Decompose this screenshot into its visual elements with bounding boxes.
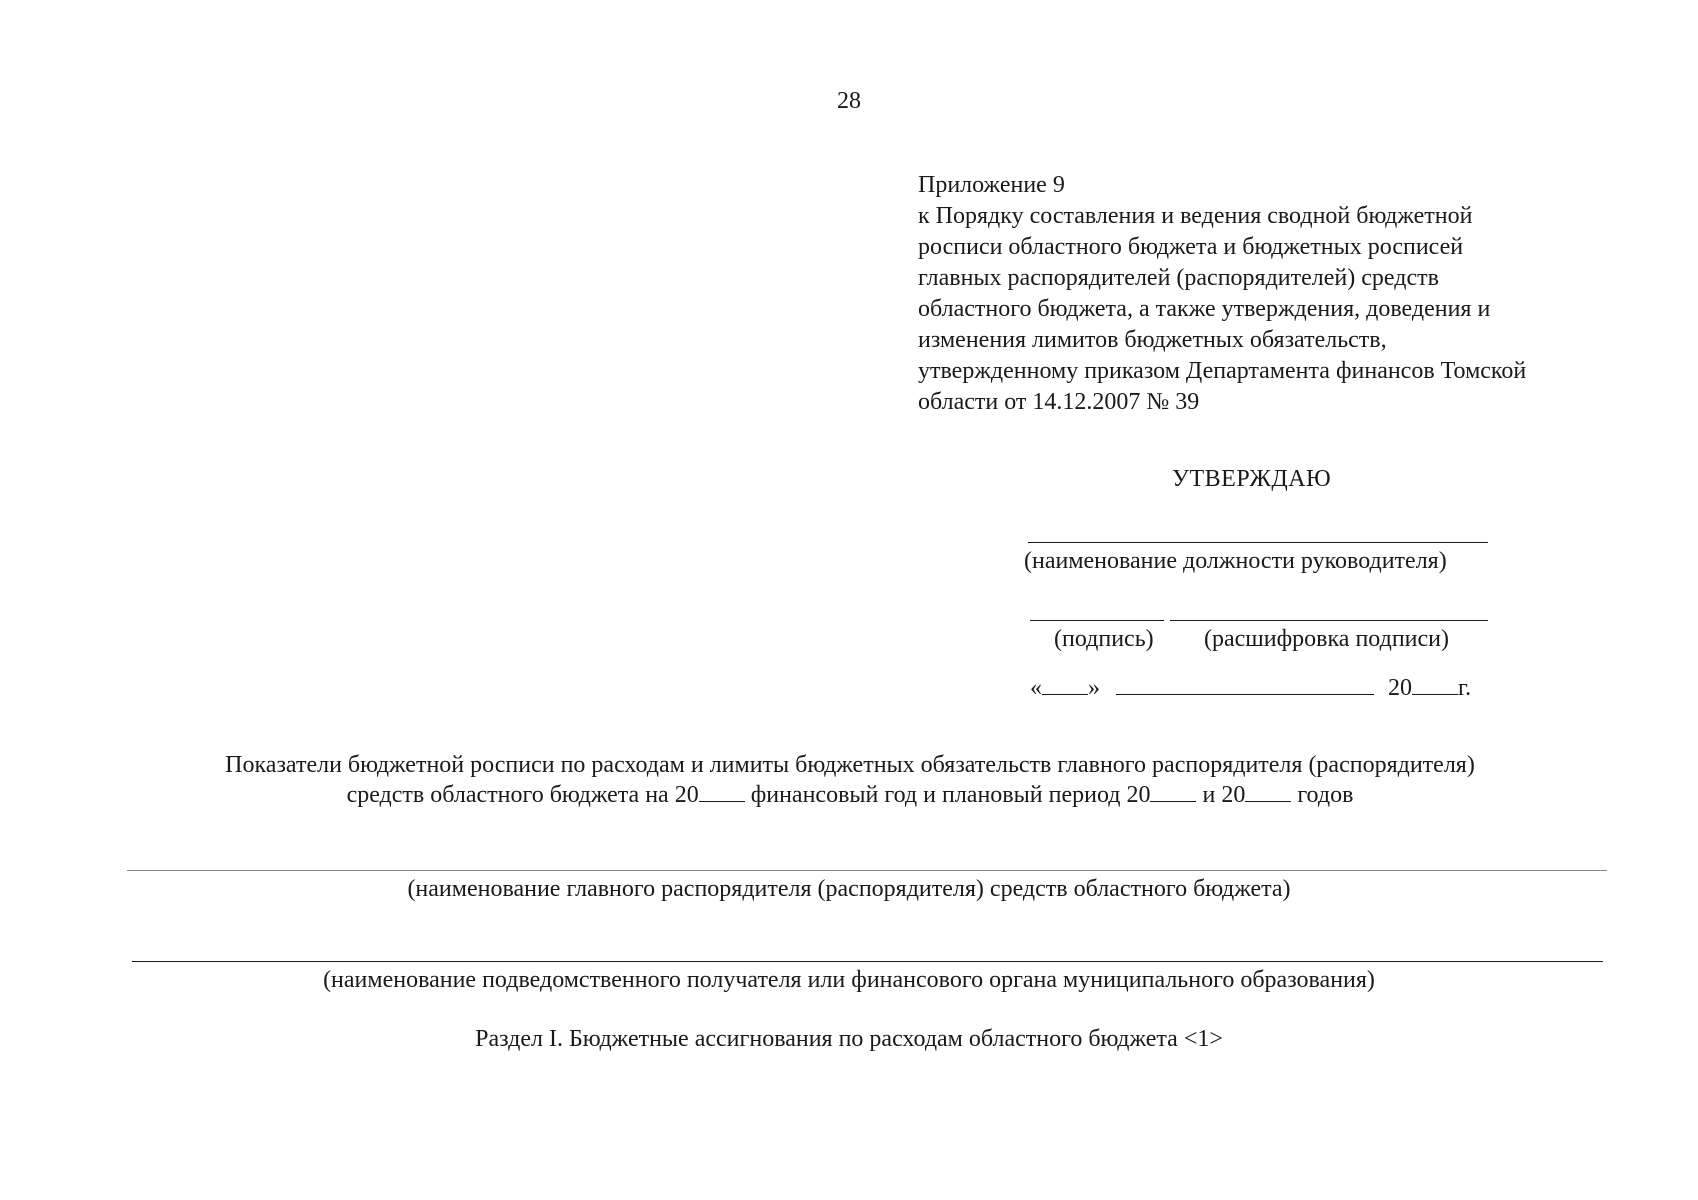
appendix-line: к Порядку составления и ведения сводной бюджетной xyxy=(918,203,1473,229)
day-blank xyxy=(1042,674,1088,695)
appendix-line: области от 14.12.2007 № 39 xyxy=(918,389,1200,415)
appendix-line: областного бюджета, а также утверждения, доведения и xyxy=(918,296,1491,322)
page-number: 28 xyxy=(837,88,861,114)
title-text-part: средств областного бюджета на 20 xyxy=(346,782,699,808)
signature-decode-caption: (расшифровка подписи) xyxy=(1204,626,1449,652)
title-text-part: и 20 xyxy=(1196,782,1246,808)
document-title xyxy=(80,750,1620,810)
signature-caption: (подпись) xyxy=(1054,626,1154,652)
appendix-reference xyxy=(918,170,1638,418)
position-caption: (наименование должности руководителя) xyxy=(1024,548,1447,574)
appendix-line: утвержденному приказом Департамента финансов Томской xyxy=(918,358,1527,384)
date-year-suffix: г. xyxy=(1458,675,1472,701)
appendix-line: изменения лимитов бюджетных обязательств, xyxy=(918,327,1387,353)
approval-date-row xyxy=(1030,674,1471,702)
title-text-part: финансовый год и плановый период 20 xyxy=(744,782,1151,808)
position-blank-line xyxy=(1028,542,1488,543)
signature-blank-line xyxy=(1030,620,1164,621)
recipient-blank-line xyxy=(132,961,1603,962)
title-text-part: годов xyxy=(1291,782,1354,808)
section-heading: Раздел I. Бюджетные ассигнования по расходам областного бюджета <1> xyxy=(475,1026,1223,1052)
title-line-1: Показатели бюджетной росписи по расходам и лимиты бюджетных обязательств главного распорядителя (распорядителя) xyxy=(225,752,1475,778)
appendix-line: Приложение 9 xyxy=(918,172,1065,198)
date-close-quote: » xyxy=(1088,675,1100,701)
chief-manager-blank-line xyxy=(127,870,1607,871)
year-blank xyxy=(699,781,745,802)
appendix-line: главных распорядителей (распорядителей) средств xyxy=(918,265,1439,291)
year-blank xyxy=(1150,781,1196,802)
appendix-line: росписи областного бюджета и бюджетных росписей xyxy=(918,234,1464,260)
month-blank xyxy=(1116,674,1374,695)
title-line-2 xyxy=(80,780,1620,810)
date-open-quote: « xyxy=(1030,675,1042,701)
signature-decode-blank-line xyxy=(1170,620,1488,621)
year-blank xyxy=(1412,674,1458,695)
recipient-caption: (наименование подведомственного получателя или финансового органа муниципального образования) xyxy=(323,967,1375,993)
year-blank xyxy=(1245,781,1291,802)
approval-title: УТВЕРЖДАЮ xyxy=(1172,466,1332,492)
chief-manager-caption: (наименование главного распорядителя (распорядителя) средств областного бюджета) xyxy=(407,876,1291,902)
date-year-prefix: 20 xyxy=(1388,675,1412,701)
